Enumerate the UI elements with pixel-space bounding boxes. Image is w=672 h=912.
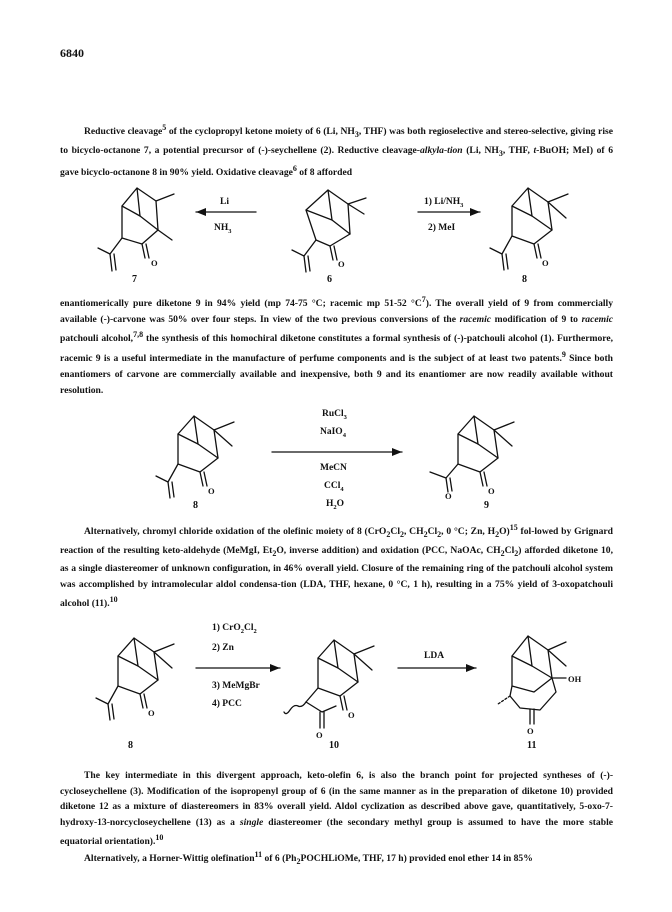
scheme-1 [0, 168, 672, 283]
atom-O-9a: O [445, 491, 452, 501]
arrow-scheme2-head [392, 448, 402, 456]
compound-7-structure [98, 188, 174, 271]
atom-O-7: O [151, 258, 158, 268]
paragraph-3: Alternatively, chromyl chloride oxidation of the olefinic moiety of 8 ($CrO_2Cl_2$, $CH_2Cl_2$, 0 °C; Zn, $H_2O)^{15}$ fol-lowed by Grignard reaction of the resulting keto-aldehyde (MeMgI, $Et_2O$, inverse addition) and oxidation (PCC, NaOAc, $CH_2Cl_2$) afforded diketone 10, as a single diastereomer of unknown configuration, in 46% overall yield. Closure of the remaining ring of the patchouli alcohol system was accomplished by intramolecular aldol condensa-tion (LDA, THF, hexane, 0 °C, 1 h), resulting in a 75% yield of 3-oxopatchouli alcohol (11).$^{10}$ [60, 523, 613, 610]
compound-8b-structure [156, 416, 234, 498]
atom-O-9b: O [488, 486, 495, 496]
reagent-LDA: LDA [424, 651, 445, 661]
reagent-Zn: 2) Zn [212, 643, 234, 653]
reagent-RuCl3: RuCl$_3$ [322, 409, 347, 421]
compound-8c-structure [96, 638, 174, 720]
atom-OH-11: OH [568, 674, 582, 684]
compound-label-8b: 8 [193, 500, 198, 511]
reagent-Li: Li [220, 197, 229, 207]
scheme-2 [0, 400, 672, 515]
arrow-scheme3-1-head [270, 664, 280, 672]
compound-label-6: 6 [327, 274, 332, 285]
reagent-CrO2Cl2: 1) $CrO_2Cl_2$ [212, 623, 257, 635]
compound-8-structure [490, 188, 568, 270]
paragraph-1: Reductive cleavage$^5$ of the cyclopropyl ketone moiety of 6 (Li, $NH_3$, THF) was both regioselective and stereo-selective, giving rise to bicyclo-octanone 7, a potential precursor of (-)-seychellene (2). Reductive cleavage-alkyla-tion (Li, $NH_3$, THF, t-BuOH; MeI) of 6 gave bicyclo-octanone 8 in 90% yield. Oxidative cleavage$^6$ of 8 afforded [60, 123, 613, 179]
reagent-MeMgBr: 3) MeMgBr [212, 681, 260, 691]
compound-label-8: 8 [522, 274, 527, 285]
reagent-CCl4: CCl$_4$ [324, 481, 344, 493]
compound-6-structure [292, 190, 366, 272]
reagent-H2O: $H_2O$ [326, 499, 345, 511]
scheme-3 [0, 612, 672, 752]
arrow-left-head [196, 208, 206, 216]
compound-label-11: 11 [527, 740, 537, 751]
page-number: 6840 [60, 46, 84, 60]
compound-label-10: 10 [329, 740, 339, 751]
compound-label-7: 7 [132, 274, 137, 285]
paragraph-5: Alternatively, a Horner-Wittig olefination$^{11}$ of 6 ($Ph_2POCHLiOMe$, THF, 17 h) provided enol ether 14 in 85% [84, 850, 533, 867]
compound-9-structure [430, 416, 514, 492]
atom-O-11: O [527, 726, 534, 736]
reagent-MeCN: MeCN [320, 463, 347, 473]
compound-11-structure [498, 636, 566, 724]
arrow-scheme3-2-head [466, 664, 476, 672]
reagent-MeI: 2) MeI [428, 223, 456, 233]
reagent-LiNH3: 1) $Li/NH_3$ [424, 197, 464, 209]
paragraph-2: enantiomerically pure diketone 9 in 94% yield (mp 74-75 °C; racemic mp 51-52 $^\circ C^7$). The overall yield of 9 from commercially available (-)-carvone was 50% over four steps. In view of the two previous conversions of the racemic modification of 9 to racemic patchouli alcohol,$^{7,8}$ the synthesis of this homochiral diketone constitutes a formal synthesis of (-)-patchouli alcohol (1). Furthermore, racemic 9 is a useful intermediate in the manufacture of perfume components and is the subject of at least two patents.$^9$ Since both enantiomers of carvone are commercially available and inexpensive, both 9 and its enantiomer are now readily available without resolution. [60, 295, 613, 396]
atom-O-8b: O [208, 486, 215, 496]
compound-label-8c: 8 [128, 740, 133, 751]
atom-O-10b: O [348, 710, 355, 720]
arrow-right-head [470, 208, 480, 216]
reagent-NaIO4: NaIO$_4$ [320, 427, 346, 439]
atom-O-6: O [338, 259, 345, 269]
atom-O-8: O [542, 258, 549, 268]
atom-O-8c: O [148, 708, 155, 718]
compound-label-9: 9 [484, 500, 489, 511]
compound-10-structure [284, 640, 374, 728]
reagent-PCC: 4) PCC [212, 699, 242, 709]
paragraph-4: The key intermediate in this divergent approach, keto-olefin 6, is also the branch point for projected syntheses of (-)-cycloseychellene (3). Modification of the isopropenyl group of 6 (in the same manner as in the preparation of diketone 10) provided diketone 12 as a mixture of diastereomers in 83% overall yield. Aldol cyclization as described above gave, quantitatively, 5-oxo-7-hydroxy-13-norcycloseychellene (13) as a single diastereomer (the secondary methyl group is assumed to have the more stable equatorial orientation).$^{10}$ [60, 770, 614, 848]
atom-O-10a: O [316, 730, 323, 740]
reagent-NH3: $NH_3$ [214, 223, 232, 235]
